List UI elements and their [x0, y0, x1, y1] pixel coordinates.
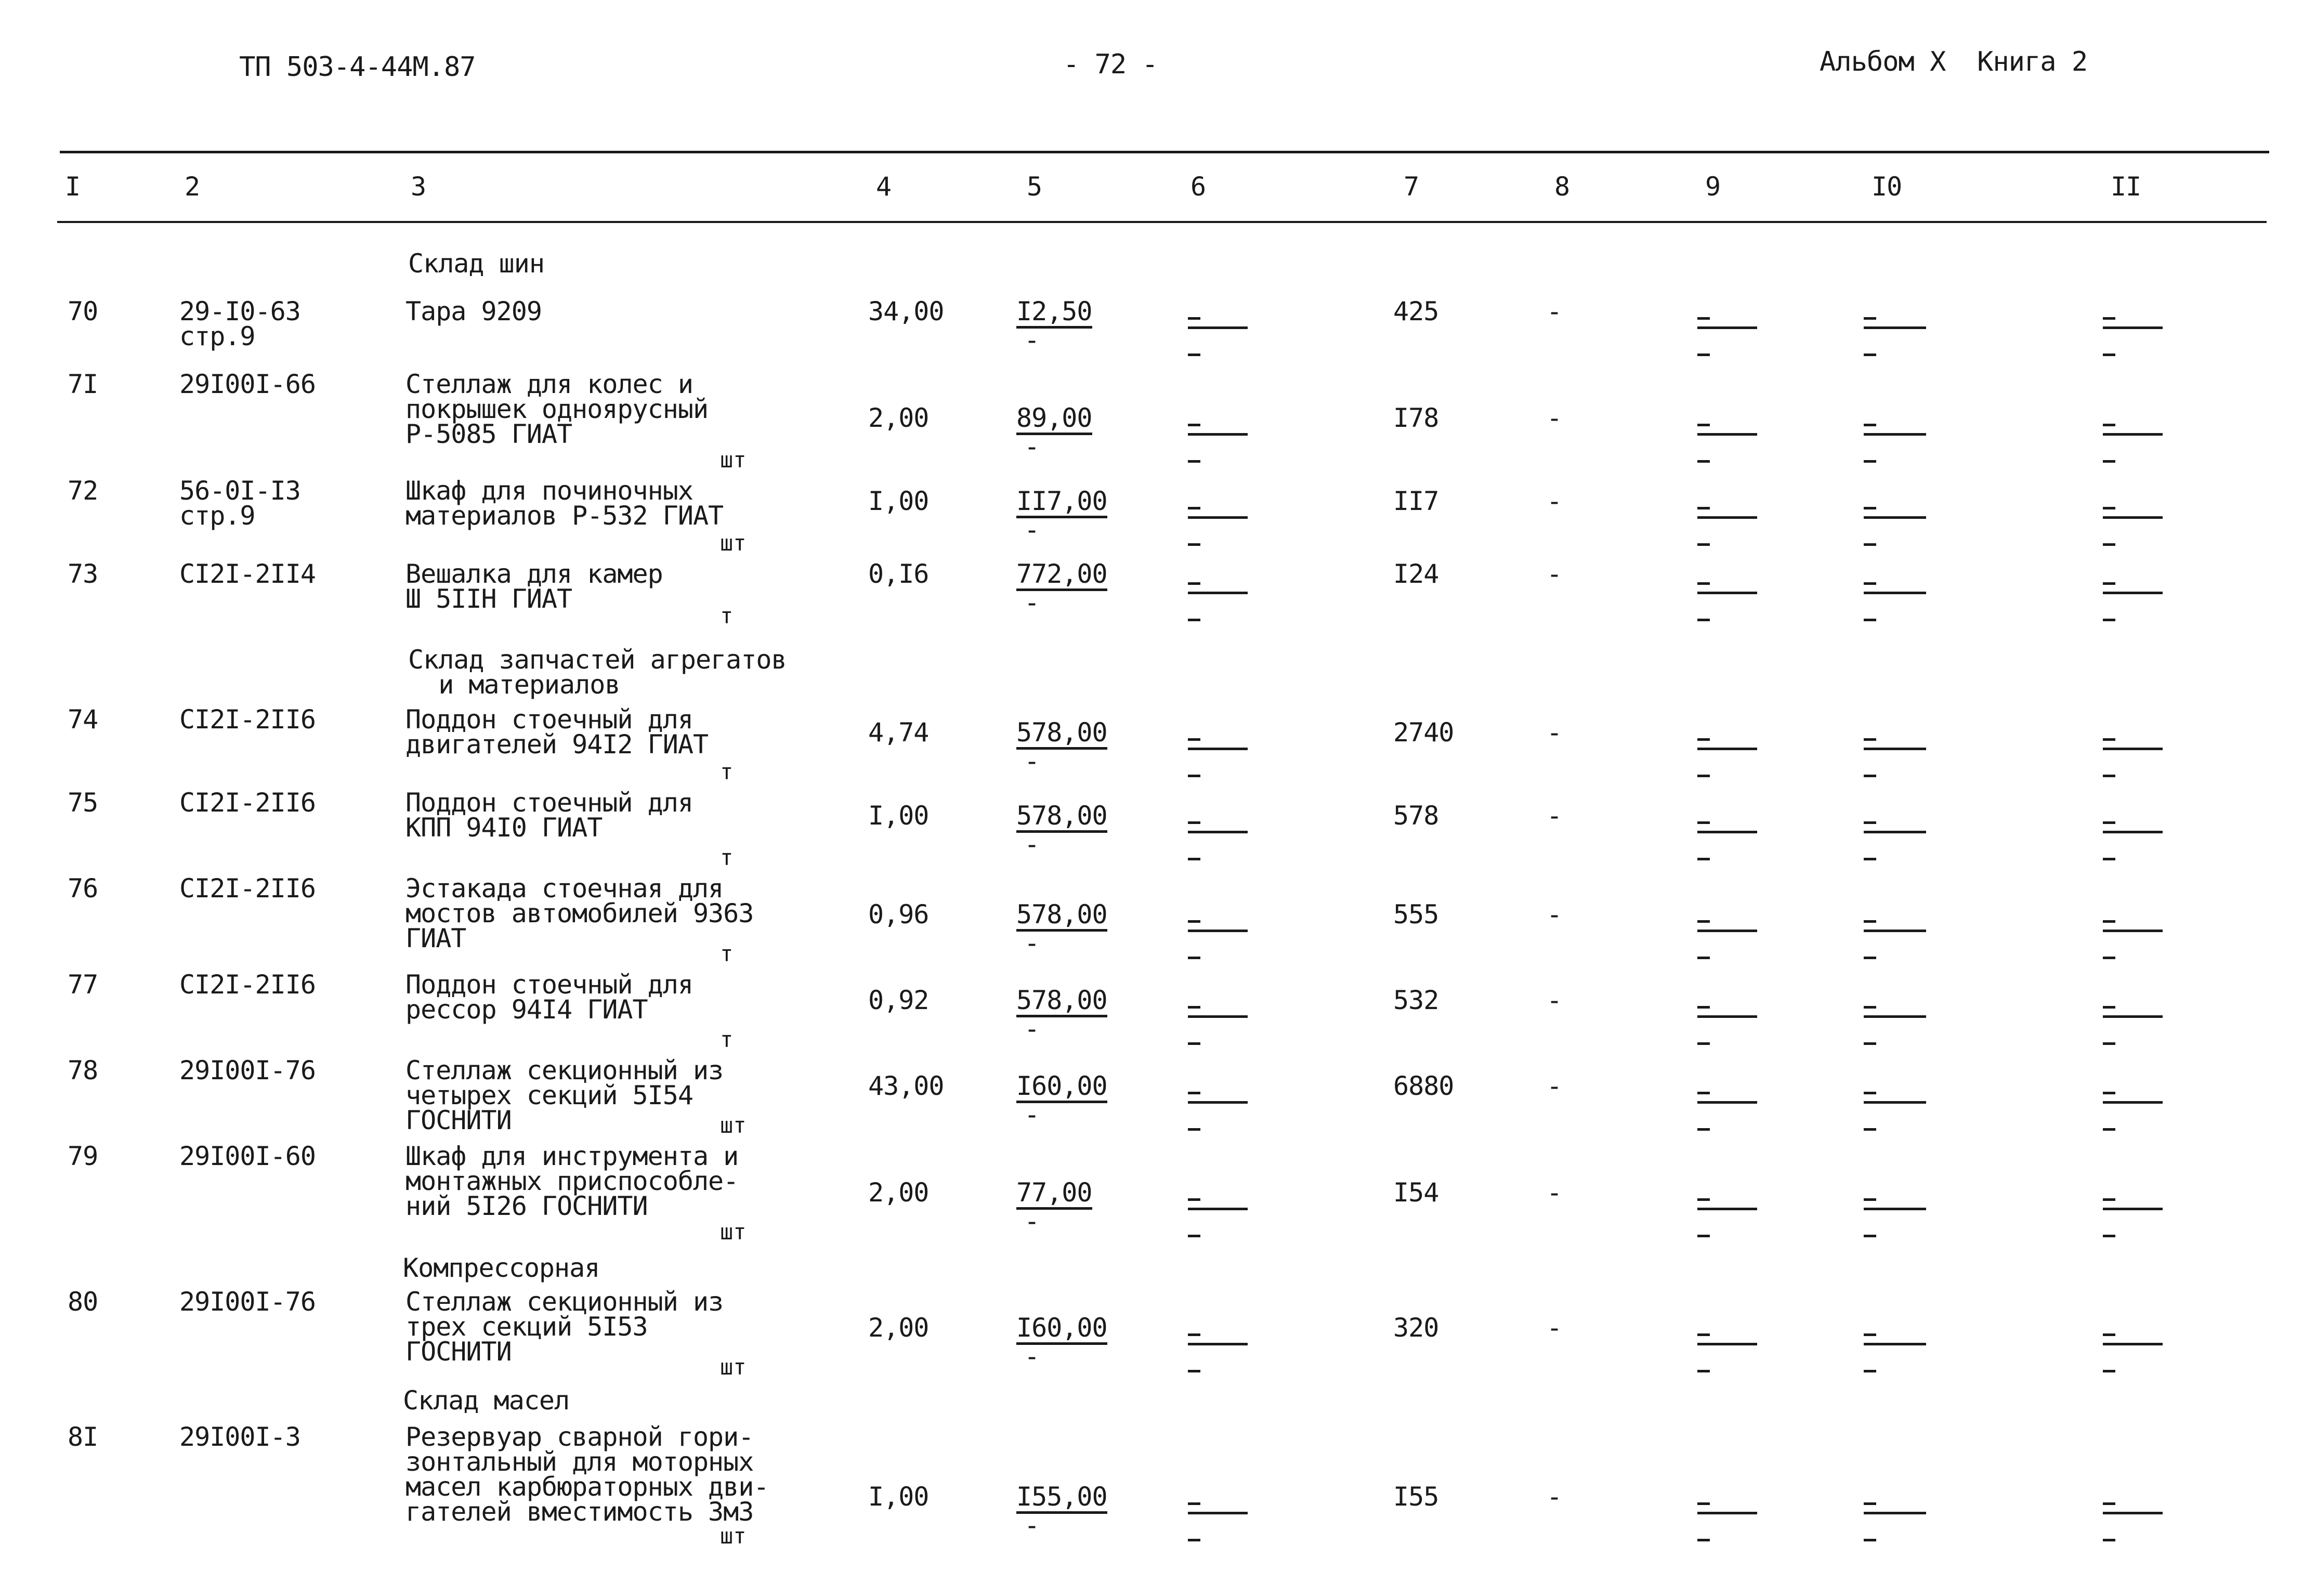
row-col8: -	[1547, 717, 1562, 748]
row-sum: 6880	[1393, 1071, 1454, 1101]
row-unit: т	[720, 1027, 734, 1052]
dash-mark	[1864, 460, 1876, 463]
row-col8: -	[1547, 1482, 1562, 1512]
underline-mark	[1864, 592, 1926, 594]
underline-mark	[1697, 1512, 1757, 1514]
row-qty: 0,I6	[868, 559, 929, 589]
dash-mark	[1697, 1539, 1710, 1541]
dash-mark	[2103, 920, 2115, 923]
row-price-dash: -	[1024, 587, 1040, 618]
underline-mark	[1188, 831, 1248, 833]
column-number: 9	[1705, 172, 1721, 202]
row-qty: 0,92	[868, 985, 929, 1015]
row-name: Поддон стоечный для КПП 94I0 ГИАТ	[405, 788, 693, 843]
column-number: 8	[1554, 172, 1570, 202]
underline-mark	[1697, 831, 1757, 833]
dash-mark	[2103, 1235, 2115, 1237]
row-name: Резервуар сварной гори- зонтальный для моторных масел карбюраторных дви- гателей вместимость 3м3	[405, 1422, 769, 1527]
dash-mark	[1697, 424, 1710, 426]
row-col8: -	[1547, 296, 1562, 326]
row-sum: I54	[1393, 1178, 1439, 1208]
dash-mark	[2103, 957, 2115, 959]
row-price: 578,00	[1016, 988, 1107, 1017]
row-name: Тара 9209	[405, 296, 542, 326]
header-rule	[57, 221, 2267, 223]
underline-mark	[1864, 326, 1926, 329]
underline-mark	[1188, 592, 1248, 594]
dash-mark	[2103, 1333, 2115, 1336]
dash-mark	[1864, 543, 1876, 546]
dash-mark	[1188, 354, 1200, 356]
dash-mark	[2103, 582, 2115, 585]
row-sum: II7	[1393, 486, 1439, 516]
dash-mark	[1188, 957, 1200, 959]
dash-mark	[1697, 920, 1710, 923]
row-name: Шкаф для инструмента и монтажных приспособле- ний 5I26 ГОСНИТИ	[405, 1141, 739, 1221]
underline-mark	[1188, 1343, 1248, 1345]
dash-mark	[1697, 1006, 1710, 1009]
column-number: 2	[185, 172, 200, 202]
section-title-oils: Склад масел	[403, 1385, 570, 1416]
dash-mark	[1864, 354, 1876, 356]
dash-mark	[1188, 1198, 1200, 1201]
row-price: I60,00	[1016, 1074, 1107, 1103]
dash-mark	[1864, 619, 1876, 621]
dash-mark	[1188, 1006, 1200, 1009]
row-price: 89,00	[1016, 405, 1092, 435]
dash-mark	[1864, 1370, 1876, 1372]
underline-mark	[2103, 1208, 2163, 1210]
underline-mark	[2103, 748, 2163, 750]
row-col8: -	[1547, 403, 1562, 433]
row-number: 79	[68, 1141, 98, 1171]
dash-mark	[1864, 1128, 1876, 1131]
dash-mark	[1697, 354, 1710, 356]
underline-mark	[1697, 1208, 1757, 1210]
row-price: I60,00	[1016, 1315, 1107, 1345]
underline-mark	[1188, 326, 1248, 329]
underline-mark	[1864, 831, 1926, 833]
row-qty: I,00	[868, 486, 929, 516]
column-number: 6	[1190, 172, 1206, 202]
dash-mark	[1188, 738, 1200, 741]
underline-mark	[2103, 592, 2163, 594]
dash-mark	[1188, 424, 1200, 426]
dash-mark	[1864, 1333, 1876, 1336]
dash-mark	[1864, 1539, 1876, 1541]
row-qty: 2,00	[868, 1313, 929, 1343]
underline-mark	[1864, 516, 1926, 519]
row-price: 772,00	[1016, 561, 1107, 591]
row-code: 29-I0-63 стр.9	[179, 296, 300, 351]
dash-mark	[1697, 821, 1710, 824]
underline-mark	[1864, 1015, 1926, 1018]
dash-mark	[2103, 543, 2115, 546]
underline-mark	[1188, 748, 1248, 750]
row-sum: 555	[1393, 899, 1439, 930]
dash-mark	[1188, 582, 1200, 585]
row-sum: 532	[1393, 985, 1439, 1015]
underline-mark	[1697, 1343, 1757, 1345]
row-qty: 4,74	[868, 717, 929, 748]
row-code: 56-0I-I3 стр.9	[179, 476, 300, 531]
dash-mark	[1188, 858, 1200, 860]
row-name: Вешалка для камер Ш 5IIН ГИАТ	[405, 559, 663, 614]
row-price-dash: -	[1024, 746, 1040, 776]
underline-mark	[2103, 930, 2163, 932]
row-code: CI2I-2II6	[179, 970, 316, 1000]
dash-mark	[1864, 424, 1876, 426]
row-price: 578,00	[1016, 720, 1107, 750]
dash-mark	[1864, 1092, 1876, 1094]
underline-mark	[1864, 748, 1926, 750]
underline-mark	[1697, 1101, 1757, 1104]
column-number: I0	[1872, 172, 1902, 202]
row-price: 578,00	[1016, 902, 1107, 932]
row-price-dash: -	[1024, 1100, 1040, 1130]
row-unit: т	[720, 845, 734, 870]
row-number: 7I	[68, 369, 98, 399]
underline-mark	[2103, 326, 2163, 329]
doc-code: ТП 503-4-44М.87	[239, 51, 476, 83]
underline-mark	[2103, 1101, 2163, 1104]
row-number: 72	[68, 476, 98, 506]
row-sum: I24	[1393, 559, 1439, 589]
row-sum: 578	[1393, 801, 1439, 831]
underline-mark	[1697, 592, 1757, 594]
row-unit: т	[720, 941, 734, 966]
row-unit: шт	[720, 1523, 747, 1549]
row-price-dash: -	[1024, 325, 1040, 355]
row-number: 77	[68, 970, 98, 1000]
underline-mark	[2103, 1343, 2163, 1345]
row-number: 76	[68, 873, 98, 904]
row-code: 29I00I-76	[179, 1055, 316, 1085]
column-number: II	[2111, 172, 2141, 202]
dash-mark	[2103, 424, 2115, 426]
row-price-dash: -	[1024, 1014, 1040, 1044]
dash-mark	[1188, 507, 1200, 509]
dash-mark	[1188, 1128, 1200, 1131]
dash-mark	[1697, 1092, 1710, 1094]
row-col8: -	[1547, 1313, 1562, 1343]
row-price: 578,00	[1016, 803, 1107, 833]
dash-mark	[1697, 582, 1710, 585]
row-name: Стеллаж секционный из четырех секций 5I54 ГОСНИТИ	[405, 1055, 724, 1135]
row-col8: -	[1547, 801, 1562, 831]
dash-mark	[2103, 317, 2115, 320]
dash-mark	[1697, 1128, 1710, 1131]
dash-mark	[1188, 460, 1200, 463]
underline-mark	[2103, 831, 2163, 833]
row-col8: -	[1547, 1071, 1562, 1101]
underline-mark	[1697, 1015, 1757, 1018]
underline-mark	[1697, 516, 1757, 519]
underline-mark	[1864, 930, 1926, 932]
dash-mark	[1697, 1333, 1710, 1336]
dash-mark	[2103, 1042, 2115, 1045]
row-sum: 425	[1393, 296, 1439, 326]
row-qty: I,00	[868, 1482, 929, 1512]
row-number: 73	[68, 559, 98, 589]
underline-mark	[1864, 1343, 1926, 1345]
dash-mark	[1697, 317, 1710, 320]
row-name: Стеллаж для колес и покрышек одноярусный Р-5085 ГИАТ	[405, 369, 709, 449]
underline-mark	[1697, 326, 1757, 329]
row-number: 70	[68, 296, 98, 326]
dash-mark	[1864, 821, 1876, 824]
row-sum: 2740	[1393, 717, 1454, 748]
dash-mark	[1188, 619, 1200, 621]
underline-mark	[2103, 516, 2163, 519]
dash-mark	[2103, 1539, 2115, 1541]
row-price-dash: -	[1024, 928, 1040, 958]
dash-mark	[2103, 1502, 2115, 1505]
row-code: 29I00I-76	[179, 1287, 316, 1317]
underline-mark	[1188, 516, 1248, 519]
underline-mark	[1864, 1101, 1926, 1104]
row-code: CI2I-2II6	[179, 788, 316, 818]
dash-mark	[1188, 1539, 1200, 1541]
dash-mark	[1864, 507, 1876, 509]
column-number: I	[65, 172, 81, 202]
dash-mark	[1697, 1198, 1710, 1201]
section-title-tires: Склад шин	[408, 248, 544, 279]
dash-mark	[1864, 1006, 1876, 1009]
dash-mark	[1188, 1235, 1200, 1237]
dash-mark	[2103, 1006, 2115, 1009]
dash-mark	[1697, 858, 1710, 860]
row-sum: I55	[1393, 1482, 1439, 1512]
dash-mark	[2103, 354, 2115, 356]
row-qty: I,00	[868, 801, 929, 831]
dash-mark	[2103, 507, 2115, 509]
row-col8: -	[1547, 985, 1562, 1015]
dash-mark	[1697, 957, 1710, 959]
row-price: I55,00	[1016, 1484, 1107, 1514]
dash-mark	[2103, 821, 2115, 824]
dash-mark	[1697, 1370, 1710, 1372]
dash-mark	[1864, 1235, 1876, 1237]
dash-mark	[1864, 1198, 1876, 1201]
dash-mark	[1697, 1042, 1710, 1045]
row-name: Эстакада стоечная для мостов автомобилей 9363 ГИАТ	[405, 873, 754, 953]
dash-mark	[1188, 1042, 1200, 1045]
row-qty: 2,00	[868, 1178, 929, 1208]
row-number: 78	[68, 1055, 98, 1085]
section-title-compressor: Компрессорная	[403, 1253, 600, 1283]
underline-mark	[2103, 433, 2163, 436]
underline-mark	[2103, 1015, 2163, 1018]
underline-mark	[2103, 1512, 2163, 1514]
dash-mark	[1697, 738, 1710, 741]
album-info: Альбом X Книга 2	[1820, 46, 2088, 77]
dash-mark	[1188, 920, 1200, 923]
page-number: - 72 -	[1063, 49, 1158, 80]
underline-mark	[1864, 1512, 1926, 1514]
dash-mark	[1188, 1092, 1200, 1094]
row-qty: 43,00	[868, 1071, 944, 1101]
row-name: Шкаф для починочных материалов Р-532 ГИАТ	[405, 476, 724, 531]
underline-mark	[1188, 433, 1248, 436]
row-col8: -	[1547, 559, 1562, 589]
row-price-dash: -	[1024, 431, 1040, 462]
row-unit: шт	[720, 1113, 747, 1138]
underline-mark	[1864, 433, 1926, 436]
row-name: Поддон стоечный для рессор 94I4 ГИАТ	[405, 970, 693, 1025]
row-price-dash: -	[1024, 1206, 1040, 1236]
row-price: II7,00	[1016, 489, 1107, 518]
underline-mark	[1864, 1208, 1926, 1210]
dash-mark	[1864, 582, 1876, 585]
dash-mark	[2103, 1128, 2115, 1131]
row-qty: 2,00	[868, 403, 929, 433]
top-rule	[60, 151, 2269, 153]
row-number: 75	[68, 788, 98, 818]
row-code: CI2I-2II6	[179, 873, 316, 904]
underline-mark	[1697, 433, 1757, 436]
row-sum: I78	[1393, 403, 1439, 433]
row-price: I2,50	[1016, 299, 1092, 329]
dash-mark	[1188, 1502, 1200, 1505]
dash-mark	[1697, 460, 1710, 463]
row-qty: 0,96	[868, 899, 929, 930]
row-unit: шт	[720, 1354, 747, 1380]
dash-mark	[1864, 920, 1876, 923]
row-price-dash: -	[1024, 515, 1040, 545]
row-price-dash: -	[1024, 829, 1040, 859]
dash-mark	[1697, 619, 1710, 621]
row-price-dash: -	[1024, 1510, 1040, 1540]
row-price: 77,00	[1016, 1180, 1092, 1210]
column-number: 5	[1027, 172, 1042, 202]
dash-mark	[2103, 775, 2115, 777]
dash-mark	[1697, 1235, 1710, 1237]
row-name: Поддон стоечный для двигателей 94I2 ГИАТ	[405, 704, 709, 760]
row-unit: т	[720, 603, 734, 629]
row-sum: 320	[1393, 1313, 1439, 1343]
dash-mark	[1864, 957, 1876, 959]
row-unit: шт	[720, 530, 747, 556]
dash-mark	[2103, 738, 2115, 741]
underline-mark	[1188, 1015, 1248, 1018]
dash-mark	[2103, 460, 2115, 463]
row-col8: -	[1547, 1178, 1562, 1208]
underline-mark	[1188, 930, 1248, 932]
dash-mark	[1188, 775, 1200, 777]
row-qty: 34,00	[868, 296, 944, 326]
row-name: Стеллаж секционный из трех секций 5I53 ГОСНИТИ	[405, 1287, 724, 1367]
row-code: 29I00I-66	[179, 369, 316, 399]
row-number: 74	[68, 704, 98, 735]
row-code: 29I00I-3	[179, 1422, 300, 1452]
row-number: 80	[68, 1287, 98, 1317]
dash-mark	[2103, 1092, 2115, 1094]
column-number: 7	[1404, 172, 1419, 202]
column-number: 4	[876, 172, 892, 202]
dash-mark	[2103, 1198, 2115, 1201]
row-code: 29I00I-60	[179, 1141, 316, 1171]
dash-mark	[1697, 507, 1710, 509]
dash-mark	[1188, 1333, 1200, 1336]
dash-mark	[1697, 543, 1710, 546]
dash-mark	[1864, 1042, 1876, 1045]
dash-mark	[1188, 821, 1200, 824]
dash-mark	[1697, 1502, 1710, 1505]
dash-mark	[1864, 858, 1876, 860]
underline-mark	[1188, 1208, 1248, 1210]
dash-mark	[2103, 858, 2115, 860]
row-code: CI2I-2II6	[179, 704, 316, 735]
dash-mark	[1188, 317, 1200, 320]
dash-mark	[1697, 775, 1710, 777]
row-unit: т	[720, 759, 734, 784]
underline-mark	[1188, 1512, 1248, 1514]
underline-mark	[1188, 1101, 1248, 1104]
row-col8: -	[1547, 486, 1562, 516]
row-number: 8I	[68, 1422, 98, 1452]
column-number: 3	[411, 172, 426, 202]
row-unit: шт	[720, 447, 747, 473]
dash-mark	[1864, 738, 1876, 741]
dash-mark	[1864, 775, 1876, 777]
dash-mark	[2103, 619, 2115, 621]
row-col8: -	[1547, 899, 1562, 930]
dash-mark	[1864, 317, 1876, 320]
dash-mark	[1188, 1370, 1200, 1372]
row-unit: шт	[720, 1219, 747, 1245]
row-code: CI2I-2II4	[179, 559, 316, 589]
row-price-dash: -	[1024, 1341, 1040, 1371]
dash-mark	[1864, 1502, 1876, 1505]
dash-mark	[2103, 1370, 2115, 1372]
section-title-parts: Склад запчастей агрегатов и материалов	[408, 645, 787, 700]
dash-mark	[1188, 543, 1200, 546]
underline-mark	[1697, 748, 1757, 750]
underline-mark	[1697, 930, 1757, 932]
